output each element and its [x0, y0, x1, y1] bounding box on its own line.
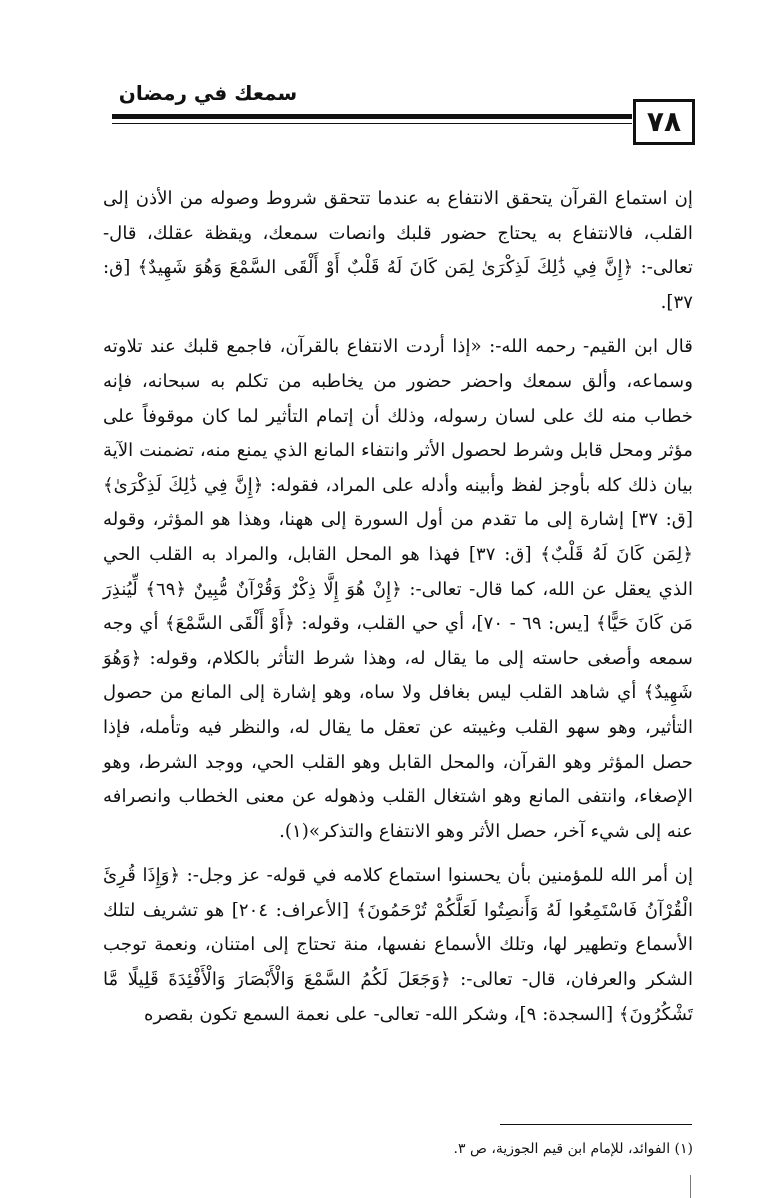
header-rule-thin: [112, 123, 632, 124]
page-edge-mark: [690, 1175, 691, 1198]
paragraph-2: قال ابن القيم- رحمه الله-: «إذا أردت الانتفاع بالقرآن، فاجمع قلبك عند تلاوته وسماعه، وألق سمعك واحضر حضور من يخاطبه من تكلم به سبحانه، فإنه خطاب منه لك على لسان رسوله، وذلك أن إتمام التأثير لما كان موقوفاً على مؤثر ومحل قابل وشرط لحصول الأثر وانتفاء المانع الذي يمنع منه، تضمنت الآية بيان ذلك كله بأوجز لفظ وأبينه وأدله على المراد، فقوله: ﴿إِنَّ فِي ذَٰلِكَ لَذِكْرَىٰ﴾ [ق: ٣٧] إشارة إلى ما تقدم من أول السورة إلى ههنا، وهذا هو المؤثر، وقوله ﴿لِمَن كَانَ لَهُ قَلْبٌ﴾ [ق: ٣٧] فهذا هو المحل القابل، والمراد به القلب الحي الذي يعقل عن الله، كما قال- تعالى-: ﴿إِنْ هُوَ إِلَّا ذِكْرٌ وَقُرْآنٌ مُّبِينٌ ﴿٦٩﴾ لِّيُنذِرَ مَن كَانَ حَيًّا﴾ [يس: ٦٩ - ٧٠]، أي حي القلب، وقوله: ﴿أَوْ أَلْقَى السَّمْعَ﴾ أي وجه سمعه وأصغى حاسته إلى ما يقال له، وهذا شرط التأثر بالكلام، وقوله: ﴿وَهُوَ شَهِيدٌ﴾ أي شاهد القلب ليس بغافل ولا ساه، وهو إشارة إلى المانع من حصول التأثير، وهو سهو القلب وغيبته عن تعقل ما يقال له، والنظر فيه وتأمله، فإذا حصل المؤثر وهو القرآن، والمحل القابل وهو القلب الحي، ووجد الشرط، وهو الإصغاء، وانتفى المانع وهو اشتغال القلب وذهوله عن معنى الخطاب وانصرافه عنه إلى شيء آخر، حصل الأثر وهو الانتفاع والتذكر»(١).: [103, 336, 693, 842]
page-number: ٧٨: [633, 99, 695, 145]
running-title: سمعك في رمضان: [118, 81, 298, 105]
footnote-separator: [500, 1124, 692, 1125]
paragraph-3: إن أمر الله للمؤمنين بأن يحسنوا استماع كلامه في قوله- عز وجل-: ﴿وَإِذَا قُرِئَ الْقُرْآنُ فَاسْتَمِعُوا لَهُ وَأَنصِتُوا لَعَلَّكُمْ تُرْحَمُونَ﴾ [الأعراف: ٢٠٤] هو تشريف لتلك الأسماع وتطهير لها، وتلك الأسماع نفسها، منة تحتاج إلى امتنان، ونعمة توجب الشكر والعرفان، قال- تعالى-: ﴿وَجَعَلَ لَكُمُ السَّمْعَ وَالْأَبْصَارَ وَالْأَفْئِدَةَ قَلِيلًا مَّا تَشْكُرُونَ﴾ [السجدة: ٩]، وشكر الله- تعالى- على نعمة السمع تكون بقصره: [103, 865, 693, 1025]
body-text: [103, 182, 693, 1038]
footnote: (١) الفوائد، للإمام ابن قيم الجوزية، ص ٣.: [453, 1141, 693, 1157]
paragraph-1: إن استماع القرآن يتحقق الانتفاع به عندما تتحقق شروط وصوله من الأذن إلى القلب، فالانتفاع به يحتاج حضور قلبك وانصات سمعك، ويقظة عقلك، قال- تعالى-: ﴿إِنَّ فِي ذَٰلِكَ لَذِكْرَىٰ لِمَن كَانَ لَهُ قَلْبٌ أَوْ أَلْقَى السَّمْعَ وَهُوَ شَهِيدٌ﴾ [ق: ٣٧].: [103, 188, 693, 313]
header-rule-thick: [112, 114, 632, 119]
